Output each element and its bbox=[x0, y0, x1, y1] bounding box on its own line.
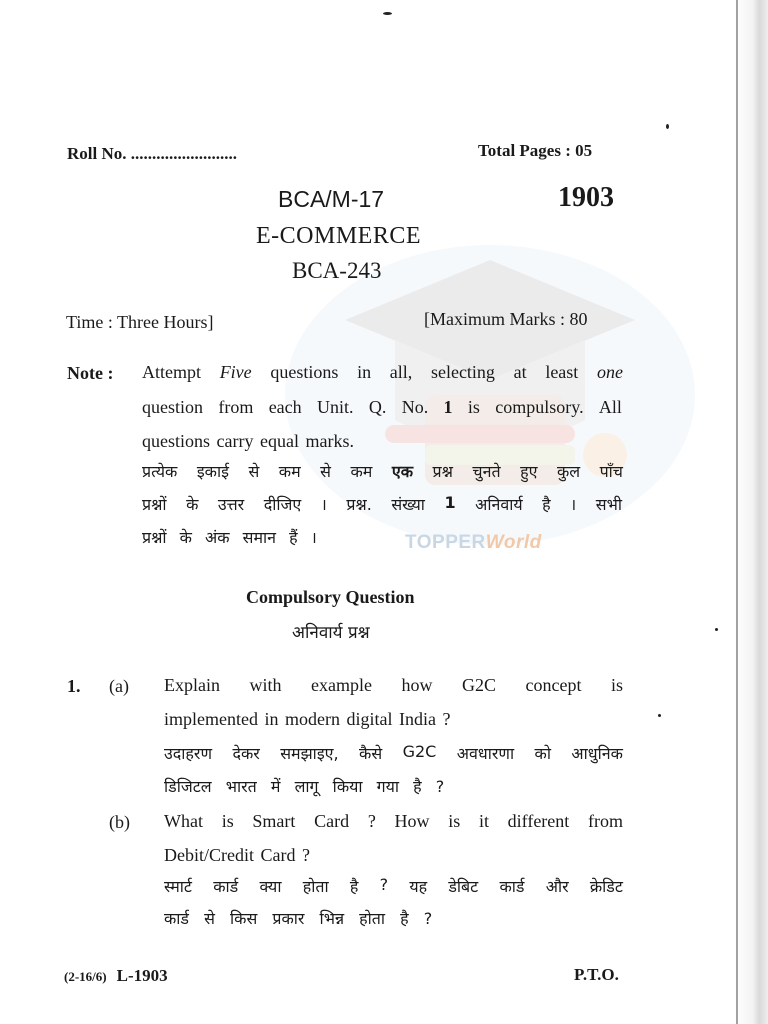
note-hi-word: संख्या bbox=[391, 495, 425, 514]
part-b-hi-line-2 bbox=[164, 907, 432, 929]
note-hi-word: अनिवार्य bbox=[475, 495, 523, 514]
note-en-line-2 bbox=[142, 397, 622, 418]
note-en-word: all, bbox=[389, 362, 413, 382]
part-a-en-word: digital bbox=[346, 709, 393, 729]
note-hi-word: । bbox=[310, 528, 317, 547]
note-hi-word: । bbox=[570, 495, 577, 514]
note-en-word: selecting bbox=[430, 362, 495, 382]
watermark-brand-text: TOPPERWorld bbox=[405, 532, 542, 553]
part-a-en-line-2 bbox=[164, 709, 450, 730]
note-hi-word: दीजिए bbox=[263, 495, 302, 514]
part-b-hi-word: ? bbox=[423, 909, 433, 928]
note-en-word: in bbox=[357, 362, 372, 382]
part-a-hi-word: गया bbox=[376, 777, 400, 796]
footer-code bbox=[64, 966, 168, 986]
part-a-hi-word: समझाइए, bbox=[280, 744, 339, 763]
part-b-hi-word: से bbox=[204, 909, 215, 928]
question-number: 1. bbox=[67, 676, 81, 696]
note-en-word: from bbox=[218, 397, 254, 417]
note-en-word: one bbox=[597, 362, 623, 382]
part-a-en-word: concept bbox=[525, 675, 582, 695]
part-a-en-word: implemented bbox=[164, 709, 258, 729]
part-b-en-line-1 bbox=[164, 811, 623, 832]
exam-duration: Time : Three Hours] bbox=[66, 312, 214, 332]
note-en-word: question bbox=[142, 397, 203, 417]
note-hi-word: चुनते bbox=[472, 462, 501, 481]
part-b-hi-word: है bbox=[400, 909, 409, 928]
course-code: BCA-243 bbox=[292, 258, 382, 283]
note-hi-word: प्रश्न. bbox=[346, 495, 372, 514]
part-a-hi-word: किया bbox=[332, 777, 363, 796]
note-en-word: 1 bbox=[443, 397, 453, 417]
part-b-en-word: What bbox=[164, 811, 203, 831]
note-hi-word: सभी bbox=[595, 495, 622, 514]
part-b-en-word: How bbox=[394, 811, 430, 831]
part-b-en-word: Card bbox=[314, 811, 350, 831]
part-b-hi-word: प्रकार bbox=[272, 909, 305, 928]
part-b-hi-word: क्रेडिट bbox=[589, 877, 623, 896]
note-hi-word: कम bbox=[350, 462, 373, 481]
part-a-hi-line-1 bbox=[164, 742, 623, 764]
part-a-en-word: India bbox=[398, 709, 436, 729]
note-hi-word: 1 bbox=[444, 493, 456, 512]
part-a-hi-word: भारत bbox=[225, 777, 257, 796]
note-en-line-3 bbox=[142, 431, 354, 452]
part-label-a: (a) bbox=[109, 676, 129, 696]
scan-edge-shadow bbox=[734, 0, 768, 1024]
part-b-hi-word: किस bbox=[230, 909, 258, 928]
part-b-en-word: it bbox=[478, 811, 489, 831]
part-b-hi-word: है bbox=[349, 877, 359, 896]
note-hi-line-1 bbox=[142, 460, 623, 482]
part-a-en-word: Explain bbox=[164, 675, 220, 695]
note-hi-line-3 bbox=[142, 526, 317, 548]
part-a-en-word: example bbox=[311, 675, 372, 695]
note-en-word: Unit. bbox=[317, 397, 354, 417]
part-a-hi-word: लागू bbox=[294, 777, 319, 796]
note-en-word: carry bbox=[216, 431, 254, 451]
part-b-en-word: Smart bbox=[252, 811, 296, 831]
section-title-hi: अनिवार्य प्रश्न bbox=[292, 623, 370, 643]
section-title-en: Compulsory Question bbox=[246, 587, 415, 607]
note-hi-word: हुए bbox=[520, 462, 538, 481]
note-hi-word: के bbox=[186, 495, 199, 514]
scan-speck bbox=[658, 714, 661, 717]
note-hi-word: पाँच bbox=[599, 462, 623, 481]
part-a-hi-word: ? bbox=[435, 777, 445, 796]
note-en-word: Five bbox=[219, 362, 252, 382]
note-label: Note : bbox=[67, 363, 114, 383]
note-en-word: Q. bbox=[368, 397, 387, 417]
part-b-hi-word: कार्ड bbox=[164, 909, 189, 928]
part-b-hi-word: कार्ड bbox=[499, 877, 525, 896]
roll-no-label: Roll No. ......................... bbox=[67, 144, 237, 163]
part-b-hi-word: डेबिट bbox=[448, 877, 479, 896]
note-hi-word: उत्तर bbox=[217, 495, 245, 514]
part-a-hi-word: कैसे bbox=[359, 744, 383, 763]
note-hi-word: अंक bbox=[205, 528, 230, 547]
part-a-hi-word: G2C bbox=[402, 742, 437, 761]
part-b-hi-word: क्या bbox=[259, 877, 282, 896]
note-en-word: questions bbox=[142, 431, 211, 451]
note-hi-word: प्रत्येक bbox=[142, 462, 178, 481]
part-b-en-word: is bbox=[221, 811, 234, 831]
note-hi-word: है bbox=[542, 495, 551, 514]
part-a-hi-word: आधुनिक bbox=[571, 744, 623, 763]
note-hi-word: प्रश्न bbox=[432, 462, 453, 481]
note-en-word: each bbox=[268, 397, 302, 417]
note-en-word: least bbox=[545, 362, 579, 382]
part-a-hi-word: है bbox=[413, 777, 422, 796]
note-hi-word: समान bbox=[242, 528, 277, 547]
subject-title: E-COMMERCE bbox=[256, 223, 422, 249]
note-hi-word: । bbox=[320, 495, 327, 514]
note-hi-word: प्रश्नों bbox=[142, 528, 167, 547]
note-en-word: at bbox=[513, 362, 527, 382]
part-a-en-word: in bbox=[264, 709, 279, 729]
part-a-hi-word: में bbox=[270, 777, 281, 796]
part-a-en-word: G2C bbox=[462, 675, 497, 695]
note-en-word: Attempt bbox=[142, 362, 201, 382]
note-hi-word: एक bbox=[391, 462, 413, 481]
scan-speck bbox=[715, 628, 718, 631]
note-hi-word: कम bbox=[278, 462, 301, 481]
part-b-en-word: ? bbox=[367, 811, 376, 831]
total-pages: Total Pages : 05 bbox=[478, 141, 593, 160]
note-hi-word: इकाई bbox=[196, 462, 229, 481]
part-a-hi-word: उदाहरण bbox=[164, 744, 213, 763]
part-a-hi-word: अवधारणा bbox=[456, 744, 515, 763]
part-b-en-word: Debit/Credit bbox=[164, 845, 254, 865]
footer-code-main: L-1903 bbox=[116, 966, 168, 985]
part-a-en-line-1 bbox=[164, 675, 623, 696]
scan-speck bbox=[383, 12, 392, 15]
note-hi-line-2 bbox=[142, 493, 622, 515]
part-b-en-word: Card bbox=[260, 845, 296, 865]
scan-speck bbox=[666, 124, 669, 129]
part-b-hi-word: स्मार्ट bbox=[164, 877, 193, 896]
note-en-line-1 bbox=[142, 362, 623, 383]
part-b-en-line-2 bbox=[164, 845, 310, 866]
part-b-hi-word: होता bbox=[302, 877, 329, 896]
note-en-word: equal bbox=[259, 431, 299, 451]
part-a-hi-line-2 bbox=[164, 775, 444, 797]
note-en-word: marks. bbox=[305, 431, 354, 451]
please-turn-over: P.T.O. bbox=[574, 965, 619, 984]
part-b-hi-word: यह bbox=[409, 877, 428, 896]
scan-edge-line bbox=[736, 0, 738, 1024]
note-en-word: compulsory. bbox=[495, 397, 584, 417]
part-b-hi-word: और bbox=[545, 877, 569, 896]
note-en-word: is bbox=[467, 397, 480, 417]
maximum-marks: [Maximum Marks : 80 bbox=[424, 309, 588, 329]
note-hi-word: हैं bbox=[289, 528, 298, 547]
part-b-en-word: is bbox=[448, 811, 461, 831]
note-en-word: All bbox=[598, 397, 622, 417]
part-b-hi-word: ? bbox=[379, 875, 389, 894]
note-en-word: questions bbox=[270, 362, 339, 382]
part-b-en-word: ? bbox=[301, 845, 310, 865]
part-b-hi-word: कार्ड bbox=[213, 877, 239, 896]
note-hi-word: से bbox=[248, 462, 260, 481]
part-label-b: (b) bbox=[109, 812, 130, 832]
part-a-hi-word: देकर bbox=[232, 744, 260, 763]
note-hi-word: कुल bbox=[556, 462, 581, 481]
part-a-en-word: ? bbox=[442, 709, 451, 729]
part-a-hi-word: डिजिटल bbox=[164, 777, 212, 796]
part-a-en-word: is bbox=[610, 675, 623, 695]
part-a-hi-word: को bbox=[534, 744, 551, 763]
part-b-en-word: different bbox=[507, 811, 570, 831]
paper-number: 1903 bbox=[558, 182, 614, 213]
note-hi-word: से bbox=[320, 462, 331, 481]
part-a-en-word: with bbox=[249, 675, 282, 695]
footer-code-small: (2-16/6) bbox=[64, 969, 107, 984]
part-b-en-word: from bbox=[588, 811, 623, 831]
part-b-hi-word: भिन्न bbox=[319, 909, 345, 928]
exam-code: BCA/M-17 bbox=[278, 186, 385, 212]
note-hi-word: प्रश्नों bbox=[142, 495, 167, 514]
part-b-hi-word: होता bbox=[359, 909, 386, 928]
part-a-en-word: how bbox=[401, 675, 433, 695]
note-en-word: No. bbox=[401, 397, 429, 417]
note-hi-word: के bbox=[179, 528, 192, 547]
part-a-en-word: modern bbox=[285, 709, 340, 729]
part-b-hi-line-1 bbox=[164, 875, 623, 897]
